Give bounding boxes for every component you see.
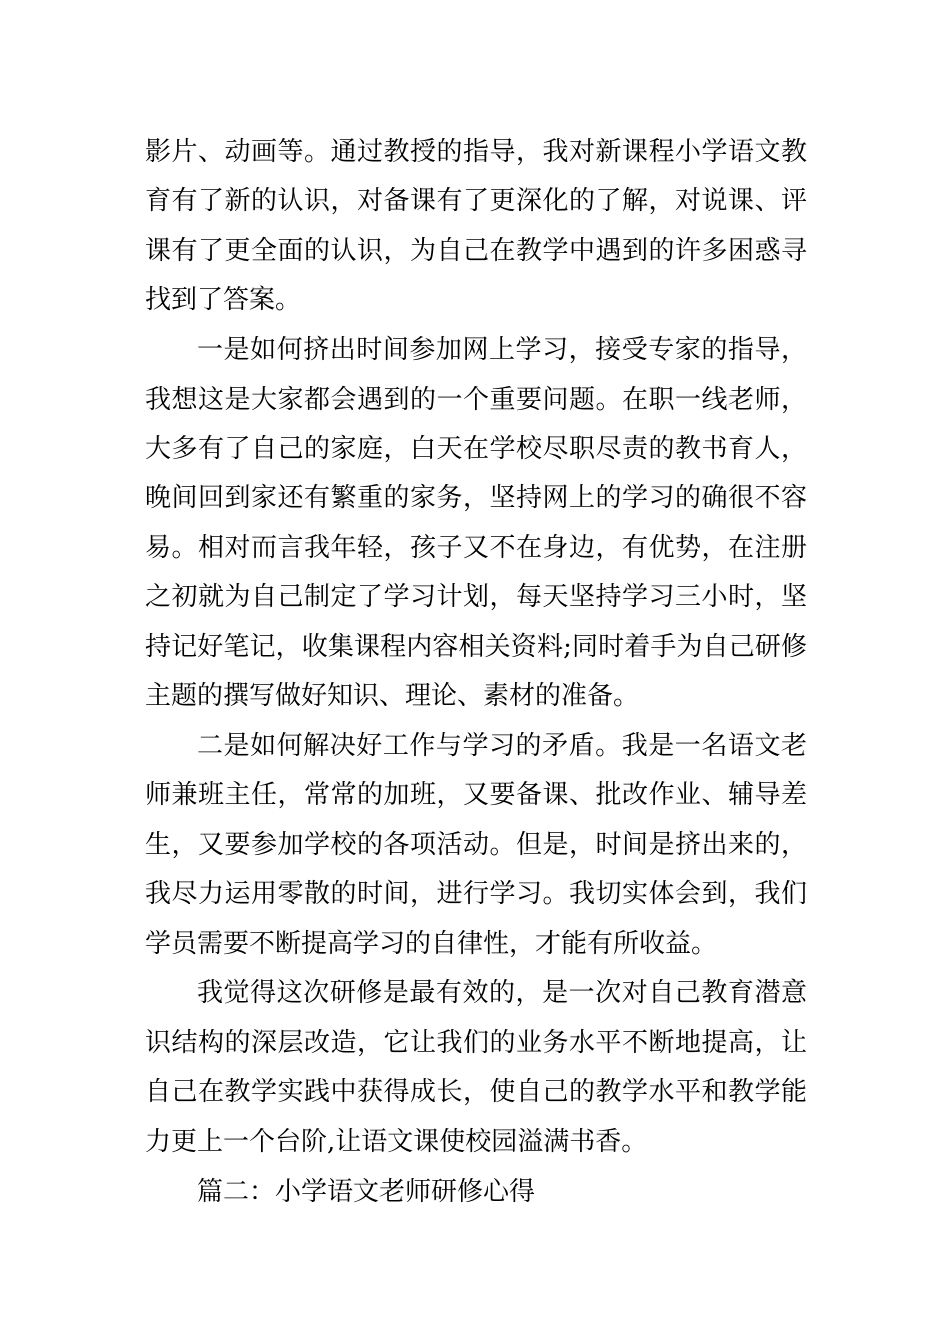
paragraph-conclusion: 我觉得这次研修是最有效的，是一次对自己教育潜意识结构的深层改造，它让我们的业务水平不断地提高，让自己在教学实践中获得成长，使自己的教学水平和教学能力更上一个台阶,让语文课使校园溢满书香。 (145, 978, 807, 1157)
section-heading: 篇二：小学语文老师研修心得 (197, 1176, 536, 1207)
paragraph-time-management: 一是如何挤出时间参加网上学习，接受专家的指导，我想这是大家都会遇到的一个重要问题。在职一线老师，大多有了自己的家庭，白天在学校尽职尽责的教书育人，晚间回到家还有繁重的家务，坚持网上的学习的确很不容易。相对而言我年轻，孩子又不在身边，有优势，在注册之初就为自己制定了学习计划，每天坚持学习三小时，坚持记好笔记，收集课程内容相关资料;同时着手为自己研修主题的撰写做好知识、理论、素材的准备。 (145, 335, 807, 711)
paragraph-continuation: 影片、动画等。通过教授的指导，我对新课程小学语文教育有了新的认识，对备课有了更深化的了解，对说课、评课有了更全面的认识，为自己在教学中遇到的许多困惑寻找到了答案。 (145, 137, 807, 316)
paragraph-work-study-balance: 二是如何解决好工作与学习的矛盾。我是一名语文老师兼班主任，常常的加班，又要备课、批改作业、辅导差生，又要参加学校的各项活动。但是，时间是挤出来的，我尽力运用零散的时间，进行学习。我切实体会到，我们学员需要不断提高学习的自律性，才能有所收益。 (145, 730, 807, 959)
document-body (145, 128, 807, 1217)
